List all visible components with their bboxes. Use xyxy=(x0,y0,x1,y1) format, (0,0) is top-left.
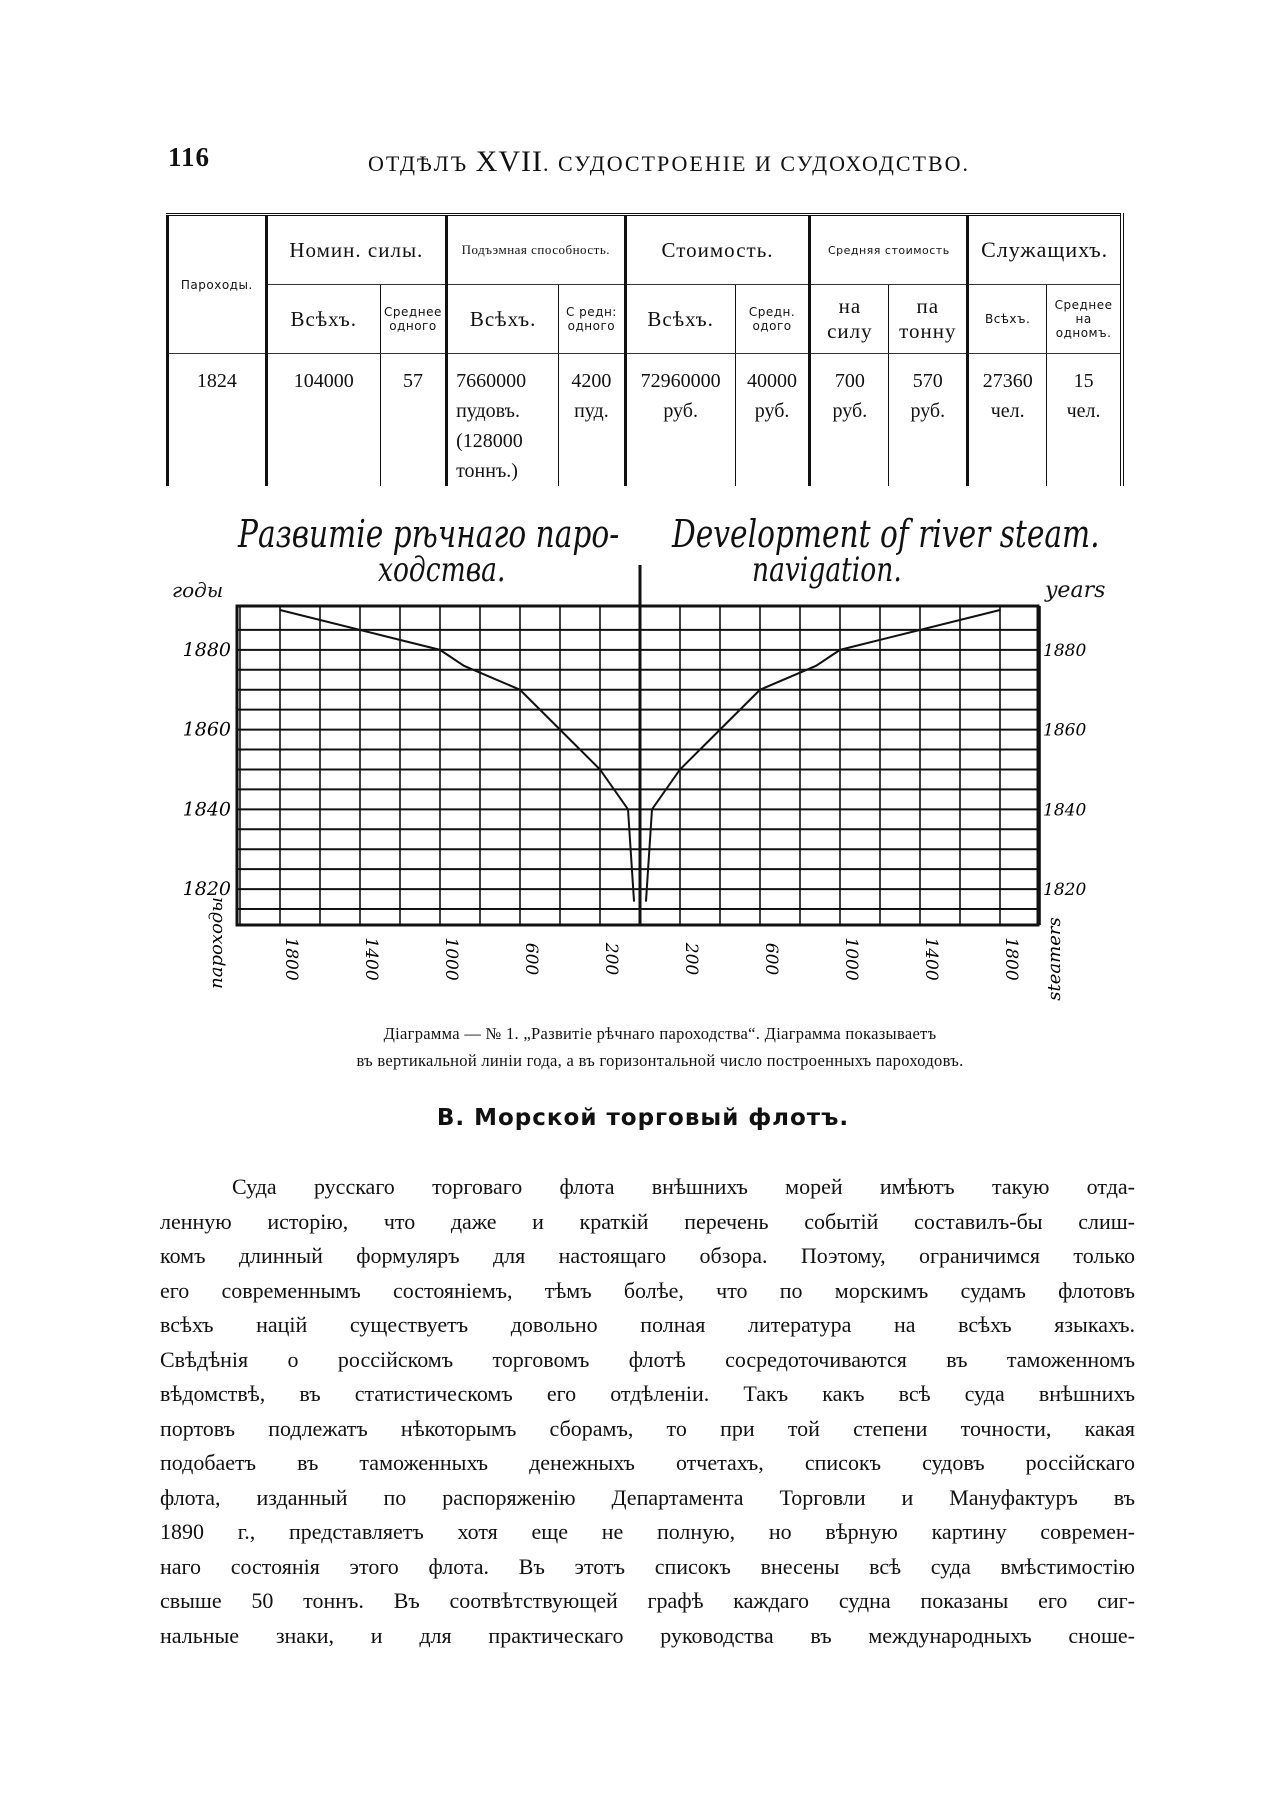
y-axis-label-right: years xyxy=(1045,578,1106,603)
x-tick-label-left: 600 xyxy=(521,942,541,976)
body-line: свыше 50 тоннъ. Въ соотвѣтствующей графѣ каждаго судна показаны его сиг- xyxy=(160,1588,1135,1613)
subheader-power-total: Всѣхъ. xyxy=(266,285,380,354)
col-header-capacity: Подъэмная способность. xyxy=(447,215,626,285)
figure-caption xyxy=(250,1020,1070,1074)
body-line: вѣдомствѣ, въ статистическомъ его отдѣленіи. Такъ какъ всѣ суда внѣшнихъ xyxy=(160,1381,1135,1406)
body-line: флота, изданный по распоряженію Департамента Торговли и Мануфактуръ въ xyxy=(160,1484,1135,1510)
cell-cost-total-value: 72960000 xyxy=(640,370,721,392)
body-line: портовъ подлежатъ нѣкоторымъ сборамъ, то при той степени точности, какая xyxy=(160,1415,1135,1441)
cell-capacity-avg-unit: пуд. xyxy=(574,400,609,422)
x-tick-label-left: 1000 xyxy=(441,937,461,981)
chart-title-ru-line1: Развитіе рѣчнаго паро- xyxy=(238,512,620,556)
x-tick-label-right: 1000 xyxy=(841,937,861,981)
y-axis-label-left: годы xyxy=(172,578,224,602)
cell-staff-avg-value: 15 xyxy=(1073,370,1094,392)
cell-staff-total-unit: чел. xyxy=(990,400,1025,422)
x-axis-label-left: пароходы xyxy=(206,897,227,989)
section-title: B. Морской торговый флотъ. xyxy=(436,1105,850,1131)
y-tick-label-left: 1880 xyxy=(182,638,231,661)
subheader-cost-total: Всѣхъ. xyxy=(625,285,735,354)
col-header-cost: Стоимость. xyxy=(625,215,810,285)
data-point xyxy=(719,729,721,731)
data-point xyxy=(651,809,653,811)
series-line-right xyxy=(646,610,1000,901)
cell-per-ton-value: 570 xyxy=(912,370,943,392)
x-tick-label-left: 1400 xyxy=(361,937,381,981)
page-number: 116 xyxy=(168,142,211,172)
cell-power-avg: 57 xyxy=(380,354,446,487)
caption-line-1: Діаграмма — № 1. „Развитіе рѣчнаго пароходства“. Діаграмма показываетъ xyxy=(383,1024,937,1043)
col-header-staff: Служащихъ. xyxy=(968,215,1122,285)
x-tick-label-right: 600 xyxy=(761,942,781,976)
y-tick-label-right: 1840 xyxy=(1043,800,1087,821)
y-tick-label-right: 1820 xyxy=(1043,880,1087,901)
cell-capacity-total-unit: пудовъ. xyxy=(456,400,520,422)
body-line: наго состоянія этого флота. Въ этотъ списокъ внесены всѣ суда вмѣстимостію xyxy=(160,1553,1135,1579)
chart-title-en-line2: navigation. xyxy=(752,550,902,590)
y-tick-label-left: 1820 xyxy=(182,878,231,901)
body-line: нальные знаки, и для практическаго руководства въ международныхъ сноше- xyxy=(160,1622,1135,1648)
cell-capacity-total-tons-unit: тоннъ.) xyxy=(456,460,518,482)
subheader-per-power: на силу xyxy=(810,285,889,354)
y-tick-label-left: 1860 xyxy=(182,718,231,741)
col-header-power: Номин. силы. xyxy=(266,215,446,285)
cell-capacity-total-tons: (128000 xyxy=(456,430,523,452)
col-header-steamers: Пароходы. xyxy=(168,215,267,354)
y-tick-label-right: 1880 xyxy=(1043,640,1087,661)
x-tick-label-right: 1800 xyxy=(1001,937,1021,981)
cell-capacity-total-value: 7660000 xyxy=(456,370,527,392)
cell-staff-total-value: 27360 xyxy=(982,370,1033,392)
x-axis-label-right: steamers xyxy=(1044,917,1065,1001)
x-tick-label-left: 1800 xyxy=(281,937,301,981)
data-point xyxy=(439,649,441,651)
body-line: комъ длинный формуляръ для настоящаго обзора. Поэтому, ограничимся только xyxy=(160,1243,1135,1268)
subheader-capacity-total: Всѣхъ. xyxy=(447,285,559,354)
cell-per-power-value: 700 xyxy=(834,370,865,392)
chart-grid xyxy=(237,565,1040,925)
body-text xyxy=(160,1170,1135,1653)
data-point xyxy=(759,689,761,691)
body-line: Суда русскаго торговаго флота внѣшнихъ морей имѣютъ такую отда- xyxy=(232,1174,1135,1199)
y-tick-label-right: 1860 xyxy=(1043,720,1087,741)
cell-power-total: 104000 xyxy=(266,354,380,487)
y-tick-label-left: 1840 xyxy=(182,798,231,821)
chart-title-ru-line2: ходства. xyxy=(378,550,506,590)
data-point xyxy=(279,609,281,611)
x-tick-label-right: 1400 xyxy=(921,937,941,981)
data-point xyxy=(839,649,841,651)
subheader-staff-avg: Среднее на одномъ. xyxy=(1047,285,1122,354)
subheader-staff-total: Всѣхъ. xyxy=(968,285,1047,354)
data-point xyxy=(599,769,601,771)
chart-title-en-line1: Development of river steam. xyxy=(672,512,1100,556)
col-header-avg-cost: Средняя стоимость xyxy=(810,215,968,285)
x-tick-label-right: 200 xyxy=(681,942,701,976)
chart-labels xyxy=(183,639,1087,1001)
data-point xyxy=(463,665,465,667)
subheader-capacity-avg: С редн: одного xyxy=(559,285,625,354)
cell-capacity-avg-value: 4200 xyxy=(571,370,612,392)
subheader-per-ton: па тонну xyxy=(889,285,968,354)
cell-cost-avg-unit: руб. xyxy=(754,400,790,422)
body-line: 1890 г., представляетъ хотя еще не полную, но вѣрную картину современ- xyxy=(160,1519,1135,1544)
running-prefix: ОТДѢЛЪ xyxy=(368,151,476,176)
data-point xyxy=(559,729,561,731)
cell-cost-avg-value: 40000 xyxy=(747,370,798,392)
body-line: Свѣдѣнія о россійскомъ торговомъ флотѣ сосредоточиваются въ таможенномъ xyxy=(160,1346,1135,1372)
data-point xyxy=(519,689,521,691)
running-section-number: XVII xyxy=(475,145,543,178)
data-point xyxy=(633,900,635,902)
cell-year: 1824 xyxy=(168,354,267,487)
chart-frame xyxy=(237,606,1038,925)
body-line: всѣхъ націй существуетъ довольно полная литература на всѣхъ языкахъ. xyxy=(160,1312,1135,1337)
cell-per-ton-unit: руб. xyxy=(910,400,946,422)
body-line: подобаетъ въ таможенныхъ денежныхъ отчетахъ, списокъ судовъ россійскаго xyxy=(160,1450,1135,1475)
cell-per-power-unit: руб. xyxy=(832,400,868,422)
data-point xyxy=(645,900,647,902)
data-point xyxy=(679,769,681,771)
body-line: его современнымъ состояніемъ, тѣмъ болѣе, что по морскимъ судамъ флотовъ xyxy=(160,1277,1135,1303)
data-point xyxy=(815,665,817,667)
data-point xyxy=(627,809,629,811)
body-line: ленную исторію, что даже и краткій перечень событій составилъ-бы слиш- xyxy=(160,1208,1135,1234)
data-point xyxy=(999,609,1001,611)
series-line-left xyxy=(280,610,634,901)
running-title: . СУДОСТРОЕНІЕ И СУДОХОДСТВО. xyxy=(542,151,971,176)
cell-cost-total-unit: руб. xyxy=(663,400,698,422)
subheader-power-avg: Среднее одного xyxy=(380,285,446,354)
subheader-cost-avg: Средн. одого xyxy=(735,285,810,354)
cell-staff-avg-unit: чел. xyxy=(1066,400,1101,422)
caption-line-2: въ вертикальной линіи года, а въ горизонтальной число построенныхъ пароходовъ. xyxy=(356,1051,964,1070)
x-tick-label-left: 200 xyxy=(601,942,621,976)
